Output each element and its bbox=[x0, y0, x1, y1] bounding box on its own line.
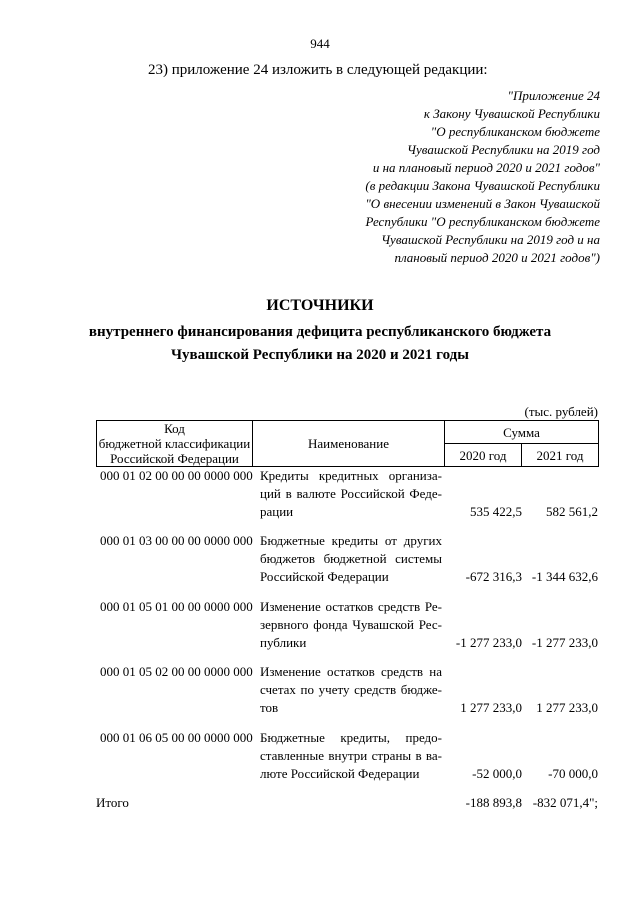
row-name-line: Бюджетные кредиты от других bbox=[260, 533, 442, 548]
row-value-2021: -1 344 632,6 bbox=[531, 569, 598, 584]
row-name-line: бюджетов бюджетной системы bbox=[260, 551, 442, 566]
header-2020: 2020 год bbox=[445, 444, 522, 467]
row-name-line: публики bbox=[260, 635, 307, 650]
total-value-2021: -832 071,4"; bbox=[532, 795, 598, 810]
page-number: 944 bbox=[310, 36, 330, 51]
row-name-line: Российской Федерации bbox=[260, 569, 389, 584]
row-name-line: тов bbox=[260, 700, 279, 715]
header-sum: Сумма bbox=[445, 421, 599, 444]
row-code: 000 01 05 02 00 00 0000 000 bbox=[100, 664, 253, 679]
row-value-2020: -1 277 233,0 bbox=[455, 635, 522, 650]
row-name-line: Бюджетные кредиты, предо- bbox=[260, 730, 442, 745]
document-subtitle: внутреннего финансирования дефицита республиканского бюджета bbox=[88, 324, 552, 340]
header-name: Наименование bbox=[253, 421, 445, 467]
total-label: Итого bbox=[96, 795, 129, 810]
row-value-2021: 1 277 233,0 bbox=[536, 700, 598, 715]
row-name-line: ставленные внутри страны в ва- bbox=[260, 748, 442, 763]
row-name bbox=[260, 532, 442, 586]
row-code: 000 01 02 00 00 00 0000 000 bbox=[100, 468, 253, 483]
row-value-2021: -70 000,0 bbox=[548, 766, 598, 781]
appendix-line: "О республиканском бюджете bbox=[430, 124, 600, 139]
row-code: 000 01 03 00 00 00 0000 000 bbox=[100, 533, 253, 548]
row-name bbox=[260, 663, 442, 717]
units-label: (тыс. рублей) bbox=[524, 404, 598, 419]
table-header bbox=[96, 420, 599, 467]
row-value-2020: -672 316,3 bbox=[465, 569, 522, 584]
header-code-line: бюджетной классификации bbox=[98, 436, 251, 451]
row-name bbox=[260, 598, 442, 652]
appendix-line: "О внесении изменений в Закон Чувашской bbox=[365, 196, 600, 211]
row-name bbox=[260, 729, 442, 783]
row-value-2020: 535 422,5 bbox=[470, 504, 522, 519]
document-subtitle-2: Чувашской Республики на 2020 и 2021 годы bbox=[171, 347, 469, 363]
appendix-line: плановый период 2020 и 2021 годов") bbox=[394, 250, 600, 265]
header-code bbox=[97, 421, 253, 467]
row-name-line: счетах по учету средств бюдже- bbox=[260, 682, 442, 697]
row-code: 000 01 06 05 00 00 0000 000 bbox=[100, 730, 253, 745]
row-name bbox=[260, 467, 442, 521]
appendix-line: и на плановый период 2020 и 2021 годов" bbox=[372, 160, 600, 175]
row-name-line: Изменение остатков средств на bbox=[260, 664, 442, 679]
row-name-line: люте Российской Федерации bbox=[260, 766, 420, 781]
row-name-line: зервного фонда Чувашской Рес- bbox=[260, 617, 442, 632]
document-title: ИСТОЧНИКИ bbox=[266, 297, 374, 314]
appendix-line: (в редакции Закона Чувашской Республики bbox=[365, 178, 600, 193]
row-code: 000 01 05 01 00 00 0000 000 bbox=[100, 599, 253, 614]
appendix-line: Республики "О республиканском бюджете bbox=[365, 214, 600, 229]
appendix-line: "Приложение 24 bbox=[507, 88, 600, 103]
appendix-line: к Закону Чувашской Республики bbox=[423, 106, 600, 121]
header-2021: 2021 год bbox=[522, 444, 599, 467]
header-code-line: Российской Федерации bbox=[110, 451, 239, 466]
appendix-note bbox=[300, 87, 600, 267]
intro-text: 23) приложение 24 изложить в следующей редакции: bbox=[148, 62, 488, 78]
row-value-2020: -52 000,0 bbox=[472, 766, 522, 781]
row-name-line: рации bbox=[260, 504, 294, 519]
row-value-2021: 582 561,2 bbox=[546, 504, 598, 519]
row-name-line: ций в валюте Российской Феде- bbox=[260, 486, 442, 501]
row-value-2021: -1 277 233,0 bbox=[531, 635, 598, 650]
row-name-line: Кредиты кредитных организа- bbox=[260, 468, 442, 483]
total-value-2020: -188 893,8 bbox=[465, 795, 522, 810]
row-name-line: Изменение остатков средств Ре- bbox=[260, 599, 442, 614]
appendix-line: Чувашской Республики на 2019 год bbox=[407, 142, 600, 157]
appendix-line: Чувашской Республики на 2019 год и на bbox=[381, 232, 600, 247]
header-code-line: Код bbox=[164, 421, 185, 436]
row-value-2020: 1 277 233,0 bbox=[460, 700, 522, 715]
